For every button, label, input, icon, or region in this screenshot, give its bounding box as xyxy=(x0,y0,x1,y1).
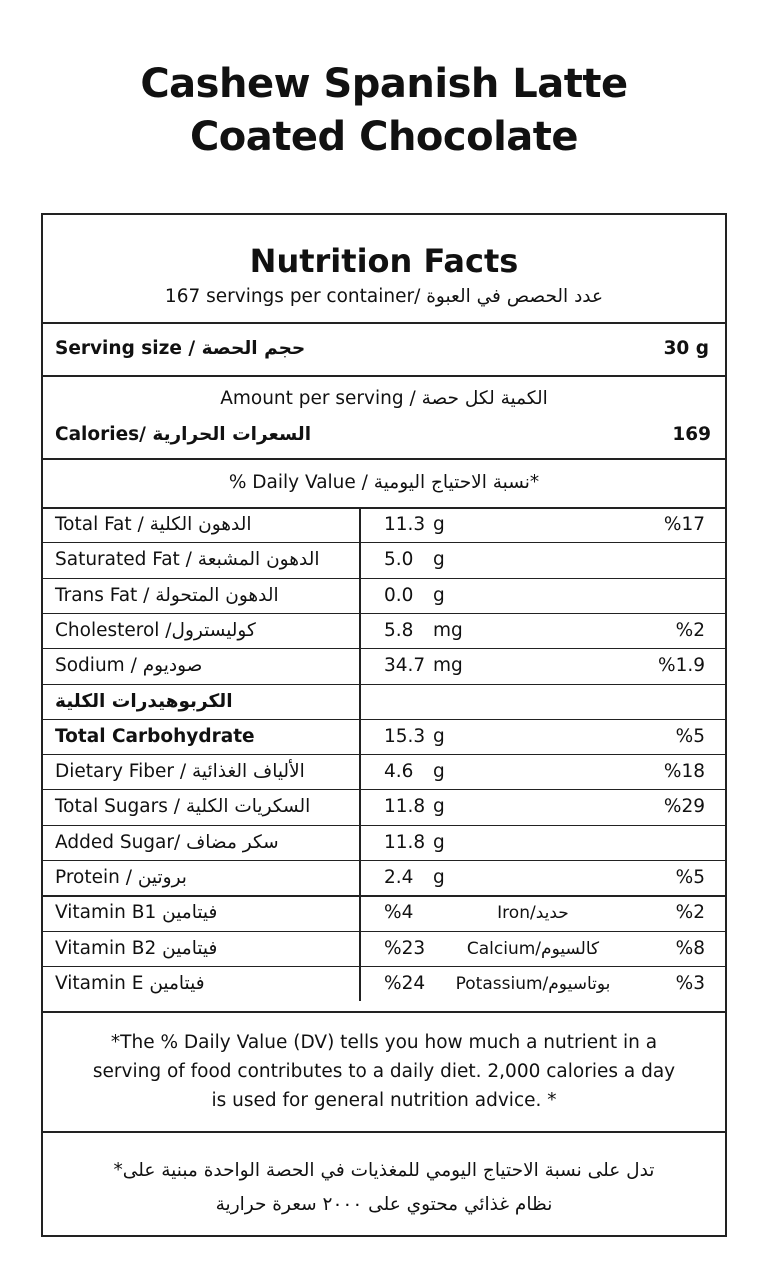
nutrient-name: Dietary Fiber / الألياف الغذائية xyxy=(55,761,305,783)
vitamin-daily-value: %4 xyxy=(384,902,414,924)
footnote-english-line-2: serving of food contributes to a daily diet. 2,000 calories a day xyxy=(92,1061,676,1082)
nutrient-amount: 11.8 xyxy=(384,831,426,853)
nutrient-name: Protein / بروتين xyxy=(55,867,187,888)
nutrient-unit: g xyxy=(433,549,445,571)
serving-size-value: 30 g xyxy=(663,338,709,359)
footnote-arabic-line-1: تدل على نسبة الاحتياج اليومي للمغذيات في الحصة الواحدة مبنية على* xyxy=(113,1160,655,1181)
vitamin-name: Vitamin Bفيتامين 1 xyxy=(55,902,218,924)
product-title xyxy=(0,58,768,164)
nutrient-amount: 4.6 xyxy=(384,761,414,783)
vitamin-daily-value: %24 xyxy=(384,972,426,994)
divider xyxy=(43,1131,725,1133)
nutrient-name: Total Carbohydrate xyxy=(55,725,255,747)
divider xyxy=(43,1011,725,1013)
amount-per-serving: Amount per serving / الكمية لكل حصة xyxy=(220,388,548,409)
mineral-name: Iron/حديد xyxy=(497,903,569,924)
row-divider xyxy=(43,825,725,826)
divider xyxy=(43,322,725,324)
row-divider xyxy=(43,966,725,967)
nutrition-facts-label xyxy=(41,213,727,1237)
nutrient-unit: g xyxy=(433,584,445,606)
nutrient-daily-value: %5 xyxy=(675,867,705,888)
mineral-name: Potassium/بوتاسيوم xyxy=(455,973,611,994)
nutrient-amount: 34.7 xyxy=(384,655,426,677)
divider xyxy=(43,895,725,897)
nutrient-daily-value: %2 xyxy=(675,619,705,641)
nutrient-daily-value: %29 xyxy=(663,796,705,818)
nutrient-name: Trans Fat / الدهون المتحولة xyxy=(55,584,279,606)
nutrient-unit: g xyxy=(433,867,445,888)
nutrient-amount: 5.8 xyxy=(384,619,414,641)
row-divider xyxy=(43,578,725,579)
vitamin-name: Vitamin E فيتامين xyxy=(55,972,205,994)
nutrient-amount: 11.3 xyxy=(384,514,426,535)
nutrient-amount: 11.8 xyxy=(384,796,426,818)
nutrient-name: Sodium / صوديوم xyxy=(55,655,203,677)
nutrient-unit: mg xyxy=(433,619,463,641)
row-divider xyxy=(43,684,725,685)
product-title-line-2: Coated Chocolate xyxy=(189,114,579,160)
nutrient-amount: 0.0 xyxy=(384,584,414,606)
mineral-daily-value: %8 xyxy=(675,937,705,959)
daily-value-header: % Daily Value / نسبة الاحتياج اليومية* xyxy=(228,472,540,493)
row-divider xyxy=(43,789,725,790)
nutrient-unit: g xyxy=(433,761,445,783)
nutrient-name: Added Sugar/ سكر مضاف xyxy=(55,831,279,853)
servings-per-container: 167 servings per container/ عدد الحصص في العبوة xyxy=(164,286,604,307)
nutrient-name: Total Sugars / السكريات الكلية xyxy=(55,796,311,818)
serving-size-label: Serving size / حجم الحصة xyxy=(55,338,306,359)
nutrient-name: Total Fat / الدهون الكلية xyxy=(55,514,252,535)
product-title-line-1: Cashew Spanish Latte xyxy=(140,61,628,107)
row-divider xyxy=(43,754,725,755)
nutrient-unit: g xyxy=(433,514,445,535)
mineral-name: Calcium/كالسيوم xyxy=(466,938,600,959)
row-divider xyxy=(43,931,725,932)
nutrient-name: Saturated Fat / الدهون المشبعة xyxy=(55,549,320,571)
footnote-english-line-1: *The % Daily Value (DV) tells you how much a nutrient in a xyxy=(110,1032,658,1053)
nutrient-unit: g xyxy=(433,725,445,747)
calories-label: Calories/ السعرات الحرارية xyxy=(55,424,312,445)
nutrient-daily-value: %5 xyxy=(675,725,705,747)
footnote-arabic-line-2: نظام غذائي محتوي على ٢٠٠٠ سعرة حرارية xyxy=(215,1194,553,1215)
nutrient-unit: g xyxy=(433,796,445,818)
row-divider xyxy=(43,542,725,543)
nutrient-amount: 5.0 xyxy=(384,549,414,571)
nutrition-facts-heading: Nutrition Facts xyxy=(249,242,519,280)
nutrient-unit: mg xyxy=(433,655,463,677)
divider xyxy=(43,507,725,509)
mineral-daily-value: %2 xyxy=(675,902,705,924)
row-divider xyxy=(43,613,725,614)
divider xyxy=(43,458,725,460)
nutrient-name: Cholesterol /كوليسترول xyxy=(55,619,256,641)
row-divider xyxy=(43,860,725,861)
mineral-daily-value: %3 xyxy=(675,972,705,994)
vitamin-daily-value: %23 xyxy=(384,937,426,959)
vitamin-name: Vitamin Bفيتامين 2 xyxy=(55,937,218,959)
row-divider xyxy=(43,719,725,720)
divider xyxy=(43,375,725,377)
nutrient-daily-value: %1.9 xyxy=(658,655,705,677)
nutrient-amount: 15.3 xyxy=(384,725,426,747)
calories-value: 169 xyxy=(672,424,711,445)
nutrient-unit: g xyxy=(433,831,445,853)
nutrient-amount: 2.4 xyxy=(384,867,414,888)
nutrient-name: الكربوهيدرات الكلية xyxy=(55,690,233,712)
row-divider xyxy=(43,648,725,649)
nutrient-daily-value: %17 xyxy=(663,514,705,535)
nutrient-daily-value: %18 xyxy=(663,761,705,783)
footnote-english-line-3: is used for general nutrition advice. * xyxy=(211,1090,557,1111)
